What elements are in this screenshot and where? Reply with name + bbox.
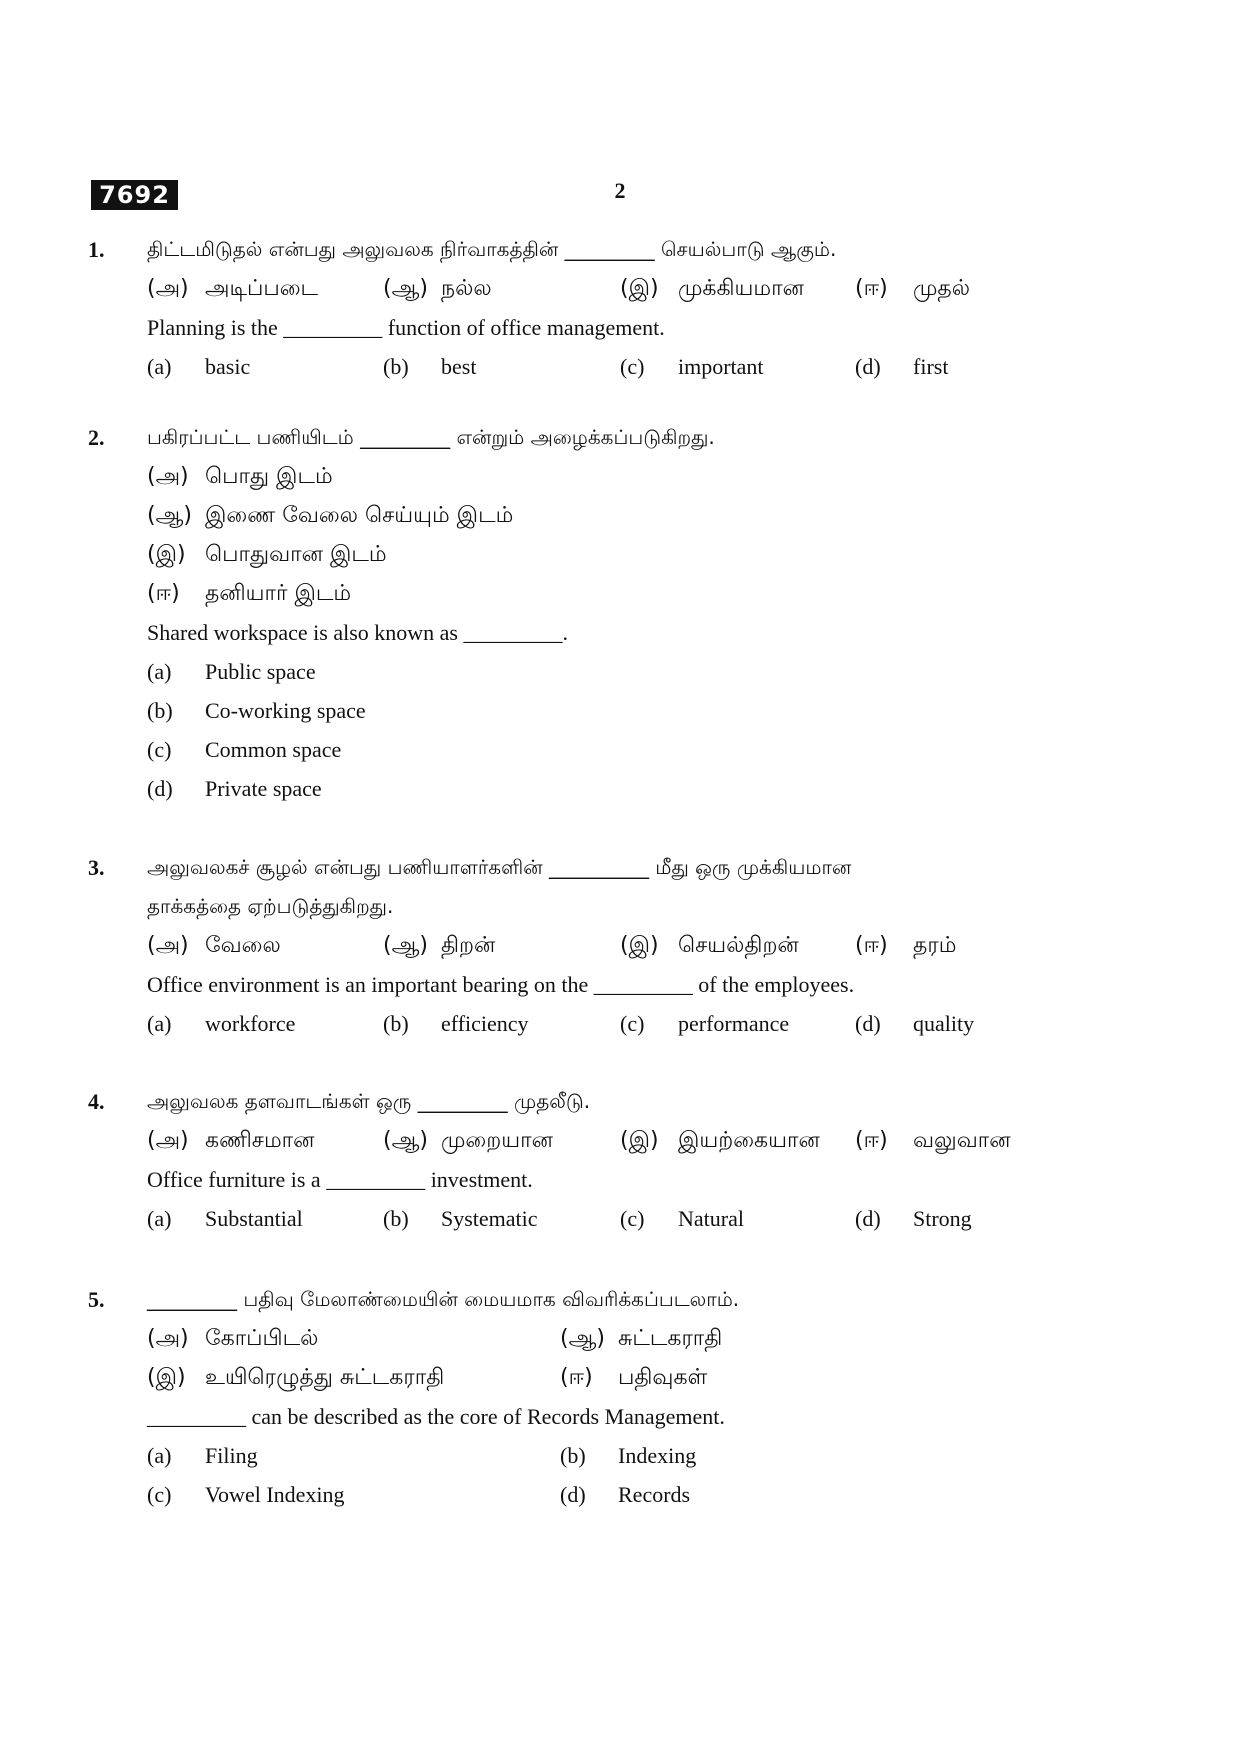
tamil-option-d: (ஈ) தரம் (855, 933, 957, 958)
tamil-option-a: (அ) வேலை (147, 933, 281, 958)
question-number: 3. (88, 855, 105, 880)
tamil-question: அலுவலக தளவாடங்கள் ஒரு _________ முதலீடு. (147, 1089, 591, 1113)
english-option-d: (d) first (855, 354, 949, 379)
english-option-a: (a) basic (147, 354, 251, 379)
question-number: 4. (88, 1089, 105, 1114)
english-option-c: (c) performance (620, 1011, 790, 1036)
tamil-option-c: (இ) இயற்கையான (620, 1128, 820, 1153)
english-option-a: (a) workforce (147, 1011, 296, 1036)
tamil-question: பகிரப்பட்ட பணியிடம் _________ என்றும் அழைக்கப்படுகிறது. (147, 425, 715, 449)
english-option-d: (d) Strong (855, 1206, 972, 1231)
tamil-option-d: (ஈ) பதிவுகள் (560, 1365, 708, 1390)
english-option-a: (a) Public space (147, 659, 316, 684)
tamil-option-a: (அ) அடிப்படை (147, 276, 319, 301)
english-option-d: (d) quality (855, 1011, 975, 1036)
english-option-a: (a) Filing (147, 1443, 258, 1468)
tamil-option-a: (அ) கணிசமான (147, 1128, 315, 1153)
english-question: Shared workspace is also known as _________. (147, 620, 568, 645)
tamil-option-c: (இ) முக்கியமான (620, 276, 804, 301)
tamil-question: _________ பதிவு மேலாண்மையின் மையமாக விவரிக்கப்படலாம். (147, 1287, 740, 1311)
english-question: _________ can be described as the core of Records Management. (147, 1404, 725, 1429)
question-number: 2. (88, 425, 105, 450)
english-option-c: (c) Vowel Indexing (147, 1482, 345, 1507)
tamil-option-b: (ஆ) சுட்டகராதி (560, 1326, 723, 1351)
english-option-c: (c) Common space (147, 737, 342, 762)
tamil-option-b: (ஆ) முறையான (383, 1128, 553, 1153)
english-question: Office environment is an important bearing on the _________ of the employees. (147, 972, 855, 997)
english-option-d: (d) Records (560, 1482, 691, 1507)
tamil-option-b: (ஆ) இணை வேலை செய்யும் இடம் (147, 503, 514, 528)
english-option-b: (b) Co-working space (147, 698, 366, 723)
paper-code: 7692 (91, 180, 178, 210)
tamil-option-b: (ஆ) நல்ல (383, 276, 492, 301)
question-number: 5. (88, 1287, 105, 1312)
question-number: 1. (88, 237, 105, 262)
tamil-option-d: (ஈ) தனியார் இடம் (147, 581, 352, 606)
tamil-option-c: (இ) செயல்திறன் (620, 933, 799, 958)
tamil-question-line-2: தாக்கத்தை ஏற்படுத்துகிறது. (147, 894, 394, 918)
tamil-option-a: (அ) கோப்பிடல் (147, 1326, 319, 1351)
english-option-b: (b) efficiency (383, 1011, 529, 1036)
page-number: 2 (614, 178, 626, 203)
tamil-option-c: (இ) பொதுவான இடம் (147, 542, 387, 567)
english-option-c: (c) important (620, 354, 764, 379)
tamil-option-c: (இ) உயிரெழுத்து சுட்டகராதி (147, 1365, 445, 1390)
english-option-b: (b) best (383, 354, 477, 379)
tamil-option-d: (ஈ) வலுவான (855, 1128, 1011, 1153)
tamil-question: திட்டமிடுதல் என்பது அலுவலக நிர்வாகத்தின் _________ செயல்பாடு ஆகும். (147, 237, 837, 261)
tamil-question-line-1: அலுவலகச் சூழல் என்பது பணியாளர்களின் __________ மீது ஒரு முக்கியமான (147, 855, 852, 879)
english-option-d: (d) Private space (147, 776, 322, 801)
english-option-b: (b) Indexing (560, 1443, 697, 1468)
english-option-c: (c) Natural (620, 1206, 744, 1231)
english-option-a: (a) Substantial (147, 1206, 303, 1231)
english-option-b: (b) Systematic (383, 1206, 538, 1231)
tamil-option-b: (ஆ) திறன் (383, 933, 496, 958)
tamil-option-a: (அ) பொது இடம் (147, 464, 333, 489)
tamil-option-d: (ஈ) முதல் (855, 276, 971, 301)
english-question: Office furniture is a _________ investment. (147, 1167, 533, 1192)
english-question: Planning is the _________ function of office management. (147, 315, 665, 340)
